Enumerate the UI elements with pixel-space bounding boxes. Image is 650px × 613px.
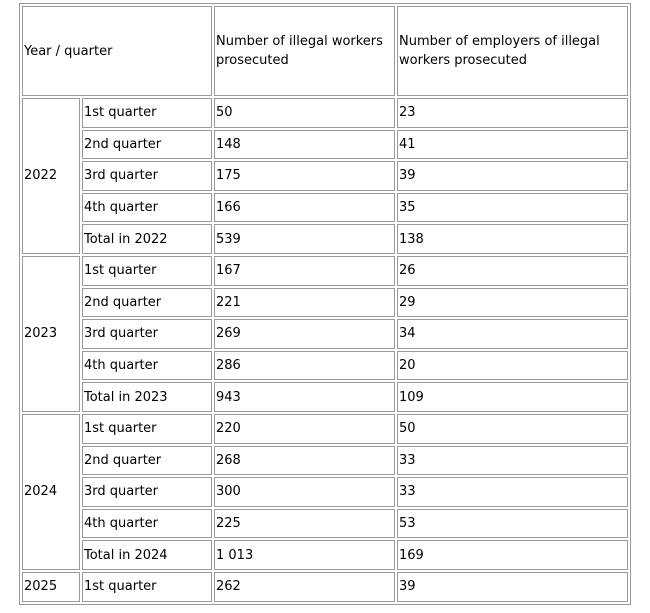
table-row: [22, 446, 628, 476]
employers-count-cell: 34: [397, 319, 628, 349]
workers-count-cell: 148: [214, 130, 395, 160]
period-cell: 2nd quarter: [82, 130, 212, 160]
table-row: [22, 540, 628, 570]
period-cell: 4th quarter: [82, 351, 212, 381]
period-cell: 3rd quarter: [82, 161, 212, 191]
employers-count-cell: 35: [397, 193, 628, 223]
period-cell: 2nd quarter: [82, 446, 212, 476]
table-row: [22, 319, 628, 349]
employers-count-cell: 138: [397, 224, 628, 254]
employers-count-cell: 29: [397, 288, 628, 318]
workers-count-cell: 539: [214, 224, 395, 254]
workers-count-cell: 221: [214, 288, 395, 318]
employers-count-cell: 23: [397, 98, 628, 128]
workers-count-cell: 300: [214, 477, 395, 507]
table-row: [22, 224, 628, 254]
workers-count-cell: 268: [214, 446, 395, 476]
workers-count-cell: 286: [214, 351, 395, 381]
table-row: [22, 351, 628, 381]
employers-count-cell: 39: [397, 572, 628, 602]
table-row: [22, 477, 628, 507]
table-row: [22, 193, 628, 223]
workers-count-cell: 262: [214, 572, 395, 602]
workers-count-cell: 225: [214, 509, 395, 539]
employers-count-cell: 41: [397, 130, 628, 160]
header-employers-prosecuted: Number of employers of illegal workers prosecuted: [397, 6, 628, 96]
employers-count-cell: 109: [397, 382, 628, 412]
table-row: [22, 288, 628, 318]
period-cell: 3rd quarter: [82, 477, 212, 507]
workers-count-cell: 167: [214, 256, 395, 286]
table-row: [22, 572, 628, 602]
workers-count-cell: 175: [214, 161, 395, 191]
table-body: [22, 6, 628, 602]
year-cell: 2022: [22, 98, 80, 254]
employers-count-cell: 50: [397, 414, 628, 444]
table-row: [22, 161, 628, 191]
employers-count-cell: 33: [397, 446, 628, 476]
year-cell: 2025: [22, 572, 80, 602]
year-cell: 2023: [22, 256, 80, 412]
header-year-quarter: Year / quarter: [22, 6, 212, 96]
employers-count-cell: 169: [397, 540, 628, 570]
table-row: [22, 256, 628, 286]
period-cell: Total in 2023: [82, 382, 212, 412]
employers-count-cell: 53: [397, 509, 628, 539]
workers-count-cell: 220: [214, 414, 395, 444]
workers-count-cell: 1 013: [214, 540, 395, 570]
workers-count-cell: 50: [214, 98, 395, 128]
table-row: [22, 98, 628, 128]
period-cell: 2nd quarter: [82, 288, 212, 318]
period-cell: 1st quarter: [82, 414, 212, 444]
table-row: [22, 414, 628, 444]
period-cell: 1st quarter: [82, 572, 212, 602]
workers-count-cell: 943: [214, 382, 395, 412]
employers-count-cell: 26: [397, 256, 628, 286]
employers-count-cell: 39: [397, 161, 628, 191]
header-illegal-workers-prosecuted: Number of illegal workers prosecuted: [214, 6, 395, 96]
employers-count-cell: 33: [397, 477, 628, 507]
period-cell: 1st quarter: [82, 98, 212, 128]
period-cell: 1st quarter: [82, 256, 212, 286]
period-cell: 4th quarter: [82, 193, 212, 223]
year-cell: 2024: [22, 414, 80, 570]
period-cell: Total in 2024: [82, 540, 212, 570]
employers-count-cell: 20: [397, 351, 628, 381]
prosecutions-table: [19, 3, 631, 605]
table-header-row: [22, 6, 628, 96]
workers-count-cell: 166: [214, 193, 395, 223]
period-cell: Total in 2022: [82, 224, 212, 254]
period-cell: 3rd quarter: [82, 319, 212, 349]
table-row: [22, 130, 628, 160]
table-row: [22, 382, 628, 412]
period-cell: 4th quarter: [82, 509, 212, 539]
workers-count-cell: 269: [214, 319, 395, 349]
table-row: [22, 509, 628, 539]
